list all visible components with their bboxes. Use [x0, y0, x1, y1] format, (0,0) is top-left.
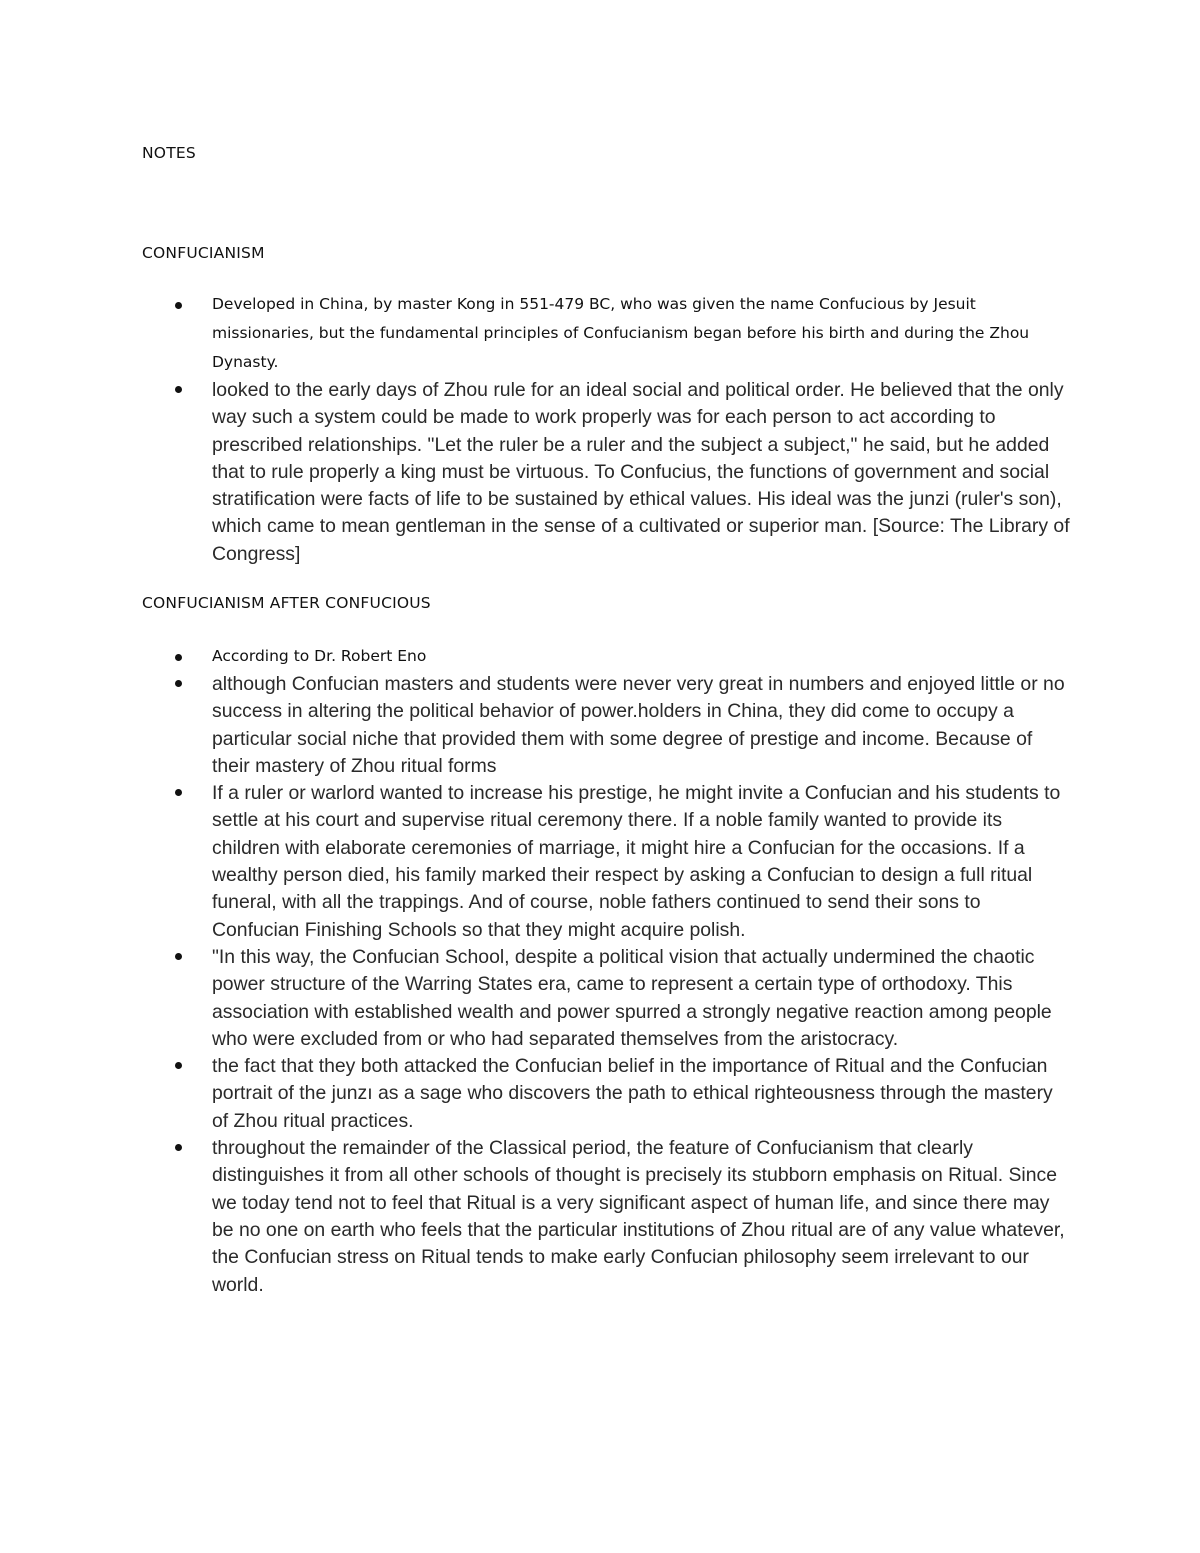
list-item-text: looked to the early days of Zhou rule for an ideal social and political order. He believed that the only way such a system could be made to work properly was for each person to act according to prescribed relationships. "Let the ruler be a ruler and the subject a subject," he said, but he added that to rule properly a king must be virtuous. To Confucius, the functions of government and social stratification were facts of life to be sustained by ethical values. His ideal was the junzi (ruler's son), which came to mean gentleman in the sense of a cultivated or superior man. [Source: The Library of Congress]: [212, 379, 1070, 565]
list-item: [142, 642, 1072, 671]
list-item-text: If a ruler or warlord wanted to increase his prestige, he might invite a Confucian and his students to settle at his court and supervise ritual ceremony there. If a noble family wanted to provide its children with elaborate ceremonies of marriage, it might hire a Confucian for the occasions. If a wealthy person died, his family marked their respect by asking a Confucian to design a full ritual funeral, with all the trappings. And of course, noble fathers continued to send their sons to Confucian Finishing Schools so that they might acquire polish.: [212, 782, 1061, 941]
bullet-icon: [175, 1062, 182, 1069]
list-item-text: Developed in China, by master Kong in 551-479 BC, who was given the name Confucious by Jesuit missionaries, but the fundamental principles of Confucianism began before his birth and during the Zhou Dynasty.: [212, 295, 1030, 371]
bullet-icon: [175, 302, 182, 309]
bullet-icon: [175, 680, 182, 687]
bullet-icon: [175, 789, 182, 796]
bullet-icon: [175, 953, 182, 960]
document-title: NOTES: [142, 144, 196, 162]
list-item: [142, 780, 1072, 944]
after-confucious-bullet-list: [142, 642, 1072, 1299]
list-item: [142, 1053, 1072, 1135]
bullet-icon: [175, 654, 182, 661]
list-item: [142, 944, 1072, 1053]
list-item-text: According to Dr. Robert Eno: [212, 647, 427, 665]
section-heading-confucianism: CONFUCIANISM: [142, 244, 265, 262]
section-heading-after-confucious: CONFUCIANISM AFTER CONFUCIOUS: [142, 594, 431, 612]
bullet-icon: [175, 1144, 182, 1151]
bullet-icon: [175, 386, 182, 393]
list-item-text: throughout the remainder of the Classical period, the feature of Confucianism that clearly distinguishes it from all other schools of thought is precisely its stubborn emphasis on Ritual. Since we today tend not to feel that Ritual is a very significant aspect of human life, and since there may be no one on earth who feels that the particular institutions of Zhou ritual are of any value whatever, the Confucian stress on Ritual tends to make early Confucian philosophy seem irrelevant to our world.: [212, 1137, 1065, 1296]
list-item-text: the fact that they both attacked the Confucian belief in the importance of Ritual and the Confucian portrait of the junzı as a sage who discovers the path to ethical righteousness through the mastery of Zhou ritual practices.: [212, 1055, 1053, 1132]
list-item-text: although Confucian masters and students were never very great in numbers and enjoyed little or no success in altering the political behavior of power.holders in China, they did come to occupy a particular social niche that provided them with some degree of prestige and income. Because of their mastery of Zhou ritual forms: [212, 673, 1065, 777]
list-item: [142, 1135, 1072, 1299]
list-item: [142, 377, 1072, 568]
list-item: [142, 671, 1072, 780]
list-item-text: "In this way, the Confucian School, despite a political vision that actually undermined the chaotic power structure of the Warring States era, came to represent a certain type of orthodoxy. This association with established wealth and power spurred a strongly negative reaction among people who were excluded from or who had separated themselves from the aristocracy.: [212, 945, 1052, 1050]
confucianism-bullet-list: [142, 290, 1072, 568]
list-item: [142, 290, 1072, 377]
